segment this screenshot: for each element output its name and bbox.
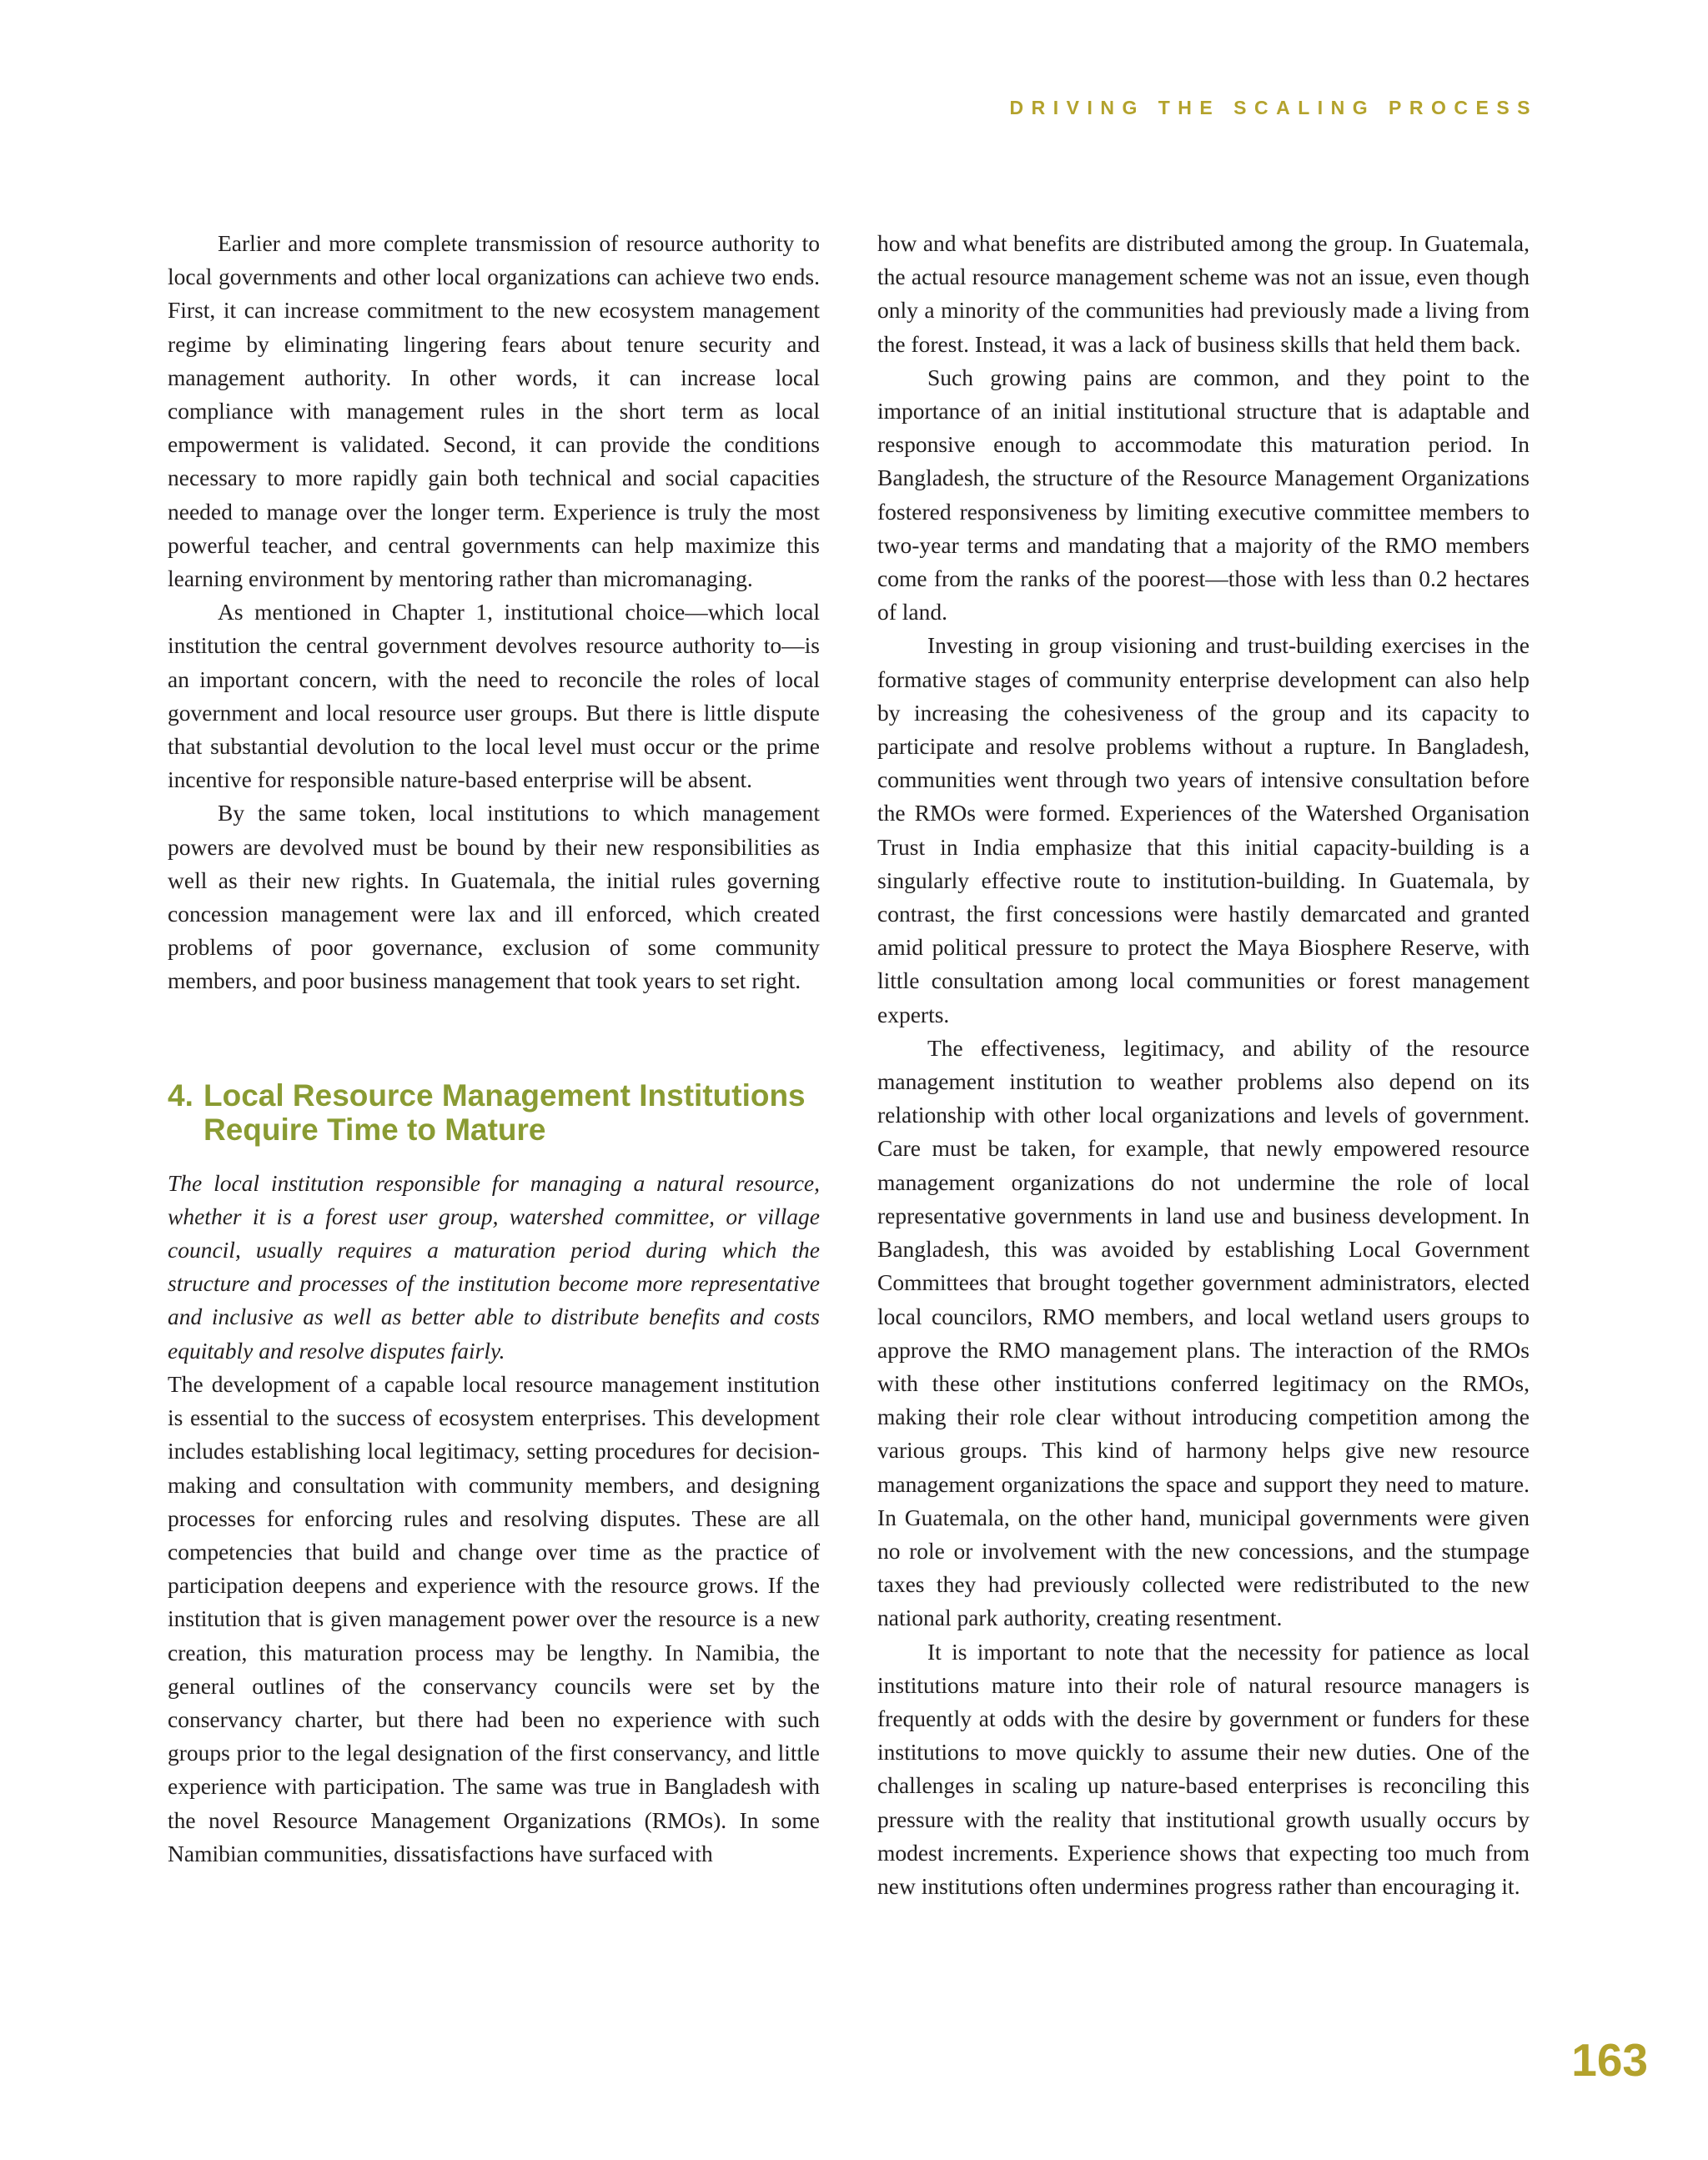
- section-title-line-1: Local Resource Management Institutions: [203, 1077, 806, 1113]
- body-paragraph: As mentioned in Chapter 1, institutional choice—which local institution the central government devolves resource authority to—is an important concern, with the need to reconcile the roles of local government and local resource user groups. But there is little dispute that substantial devolution to the local level must occur or the prime incentive for responsible nature-based enterprise will be absent.: [168, 599, 820, 793]
- body-paragraph: By the same token, local institutions to which management powers are devolved must be bound by their new responsibilities as well as their new rights. In Guatemala, the initial rules governing concession management were lax and ill enforced, which created problems of poor governance, exclusion of some community members, and poor business management that took years to set right.: [168, 800, 820, 994]
- section-title-line-2: Require Time to Mature: [203, 1112, 546, 1147]
- page-number: 163: [1571, 2034, 1648, 2086]
- body-paragraph-continuation: how and what benefits are distributed among the group. In Guatemala, the actual resource management scheme was not an issue, even though only a minority of the communities had previously made a living from the forest. Instead, it was a lack of business skills that held them back.: [877, 230, 1530, 357]
- body-paragraph: The effectiveness, legitimacy, and ability of the resource management institution to weather problems also depend on its relationship with other local organizations and levels of government. Care must be taken, for example, that newly empowered resource management organizations do not undermine the role of local representative governments in land use and business development. In Bangladesh, this was avoided by establishing Local Government Committees that brought together government administrators, elected local councilors, RMO members, and local wetland users groups to approve the RMO management plans. The interaction of the RMOs with these other institutions conferred legitimacy on the RMOs, making their role clear without introducing competition among the various groups. This kind of harmony helps give new resource management organizations the space and support they need to mature. In Guatemala, on the other hand, municipal governments were given no role or involvement with the new concessions, and the stumpage taxes they had previously collected were redistributed to the new national park authority, creating resentment.: [877, 1034, 1530, 1631]
- left-column: [168, 227, 820, 1871]
- body-paragraph: Such growing pains are common, and they point to the importance of an initial institutional structure that is adaptable and responsive enough to accommodate this maturation period. In Bangladesh, the structure of the Resource Management Organizations fostered responsiveness by limiting executive committee members to two-year terms and mandating that a majority of the RMO members come from the ranks of the poorest—those with less than 0.2 hectares of land.: [877, 364, 1530, 625]
- key-point-italic: The local institution responsible for managing a natural resource, whether it is a forest user group, watershed committee, or village council, usually requires a maturation period during which the structure and processes of the institution become more representative and inclusive as well as better able to distribute benefits and costs equitably and resolve disputes fairly.: [168, 1169, 820, 1364]
- body-paragraph: The development of a capable local resource management institution is essential to the success of ecosystem enterprises. This development includes establishing local legitimacy, setting procedures for decision-making and consultation with community members, and designing processes for enforcing rules and resolving disputes. These are all competencies that build and change over time as the practice of participation deepens and experience with the resource grows. If the institution that is given management power over the resource is a new creation, this maturation process may be lengthy. In Namibia, the general outlines of the conservancy councils were set by the conservancy charter, but there had been no experience with such groups prior to the legal designation of the first conservancy, and little experience with participation. The same was true in Bangladesh with the novel Resource Management Organizations (RMOs). In some Namibian communities, dissatisfactions have surfaced with: [168, 1370, 820, 1866]
- right-column: [877, 227, 1530, 1903]
- section-heading: [168, 1078, 820, 1147]
- running-head: DRIVING THE SCALING PROCESS: [1009, 97, 1538, 118]
- body-paragraph: It is important to note that the necessity for patience as local institutions mature into their role of natural resource managers is frequently at odds with the desire by government or funders for these institutions to move quickly to assume their new duties. One of the challenges in scaling up nature-based enterprises is reconciling this pressure with the reality that institutional growth usually occurs by modest increments. Experience shows that expecting too much from new institutions often undermines progress rather than encouraging it.: [877, 1638, 1530, 1899]
- section-number: 4.: [168, 1077, 193, 1113]
- body-paragraph: Earlier and more complete transmission of resource authority to local governments and other local organizations can achieve two ends. First, it can increase commitment to the new ecosystem management regime by eliminating lingering fears about tenure security and management authority. In other words, it can increase local compliance with management rules in the short term as local empowerment is validated. Second, it can provide the conditions necessary to more rapidly gain both technical and social capacities needed to manage over the longer term. Experience is truly the most powerful teacher, and central governments can help maximize this learning environment by mentoring rather than micromanaging.: [168, 230, 820, 592]
- body-paragraph: Investing in group visioning and trust-building exercises in the formative stages of community enterprise development can also help by increasing the cohesiveness of the group and its capacity to participate and resolve problems without a rupture. In Bangladesh, communities went through two years of intensive consultation before the RMOs were formed. Experiences of the Watershed Organisation Trust in India emphasize that this initial capacity-building is a singularly effective route to institution-building. In Guatemala, by contrast, the first concessions were hastily demarcated and granted amid political pressure to protect the Maya Biosphere Reserve, with little consultation among local communities or forest management experts.: [877, 632, 1530, 1027]
